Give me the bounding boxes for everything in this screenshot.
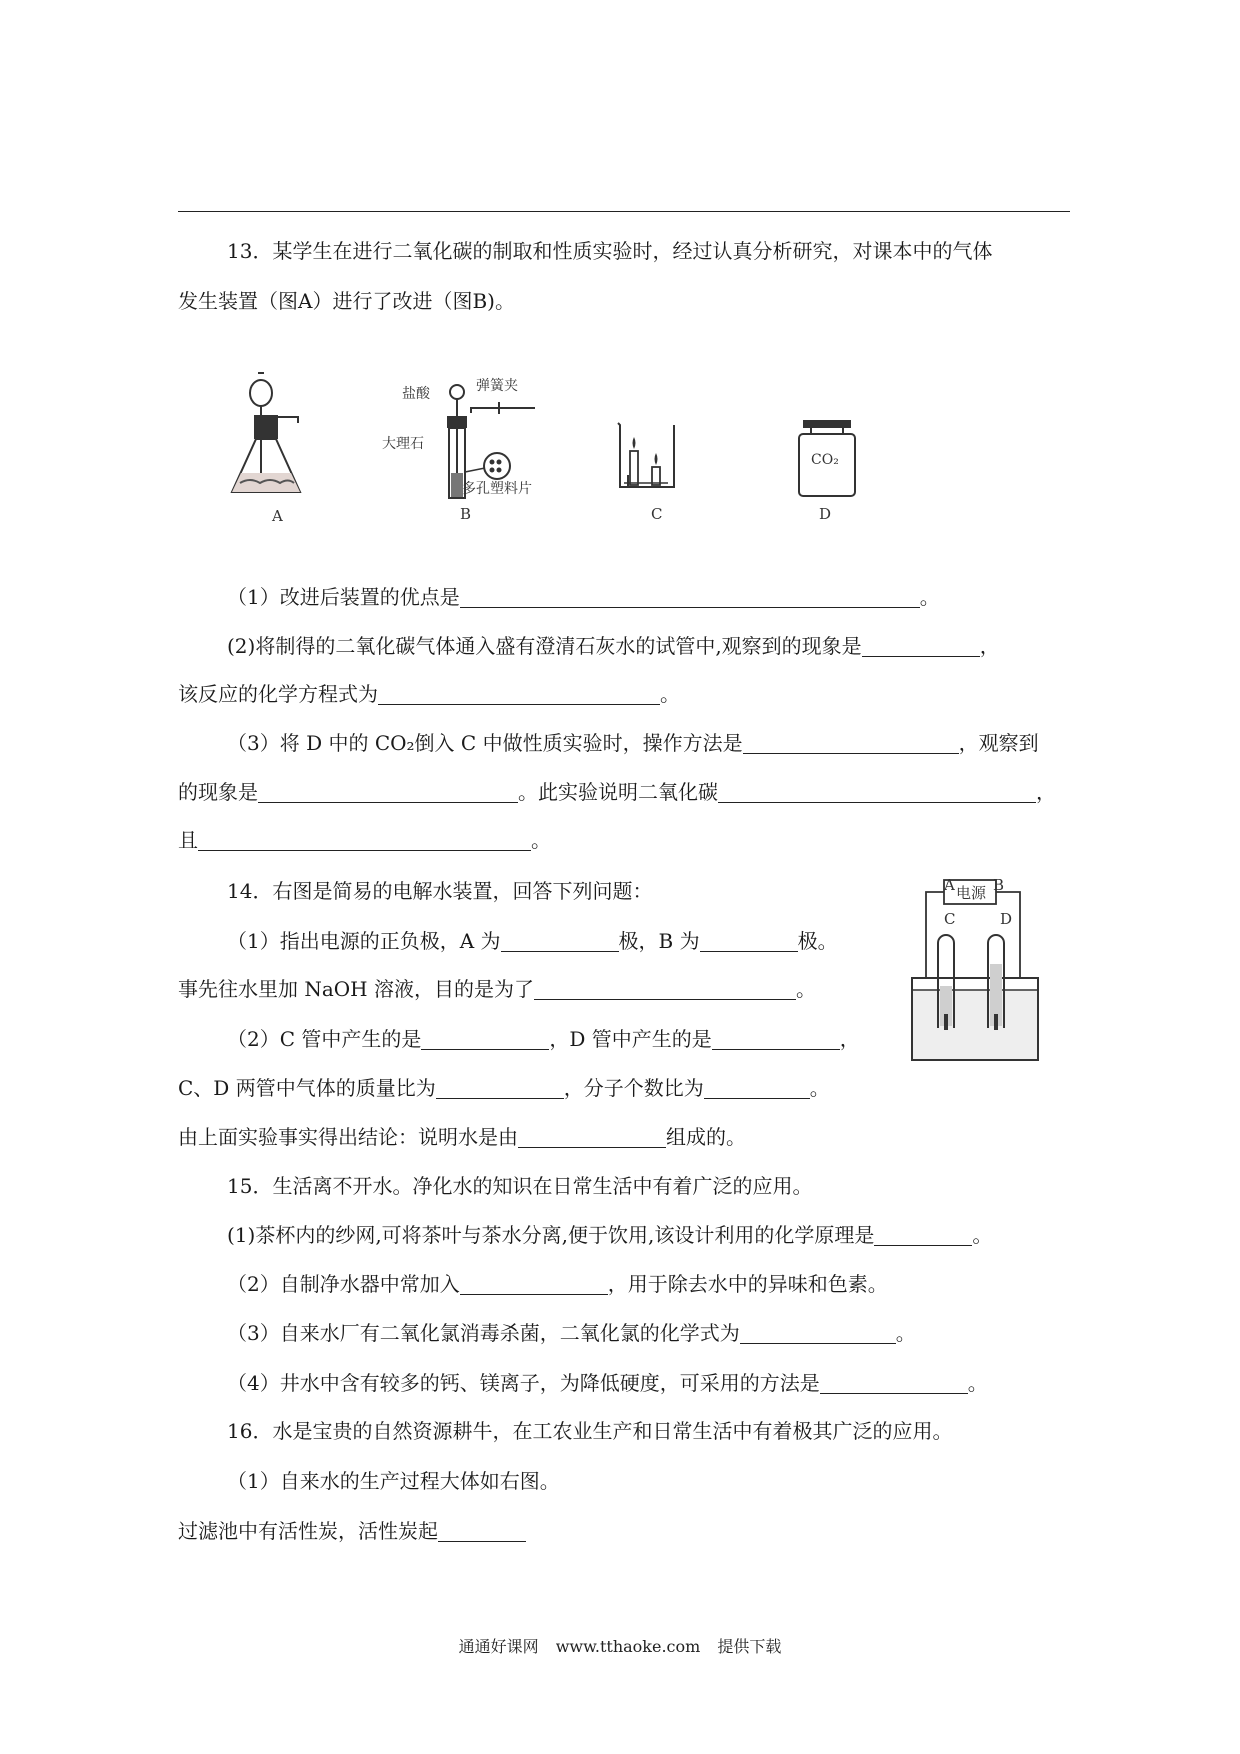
- footer-download-text: 提供下载: [717, 1637, 782, 1656]
- q16-part1: （1）自来水的生产过程大体如右图。: [227, 1469, 560, 1493]
- figure-c-label: C: [651, 505, 663, 523]
- q13-intro-line2: 发生装置（图A）进行了改进（图B)。: [178, 289, 515, 313]
- q15-part2: （2）自制净水器中常加入 ，用于除去水中的异味和色素。: [227, 1272, 888, 1296]
- q13-part2: (2)将制得的二氧化碳气体通入盛有澄清石灰水的试管中,观察到的现象是 ，: [227, 634, 1000, 658]
- q15-part4: （4）井水中含有较多的钙、镁离子，为降低硬度，可采用的方法是 。: [227, 1371, 988, 1395]
- electrolysis-b-label: B: [993, 876, 1005, 894]
- answer-blank[interactable]: [436, 1078, 564, 1099]
- figure-c-beaker-candles: [612, 415, 682, 490]
- q13-part1: （1）改进后装置的优点是 。: [227, 585, 940, 609]
- answer-blank[interactable]: [743, 733, 959, 754]
- figure-b-marble-label: 大理石: [382, 436, 424, 452]
- header-rule: [178, 211, 1070, 212]
- footer-site-name: 通通好课网: [458, 1637, 539, 1656]
- q15-part1: (1)茶杯内的纱网,可将茶叶与茶水分离,便于饮用,该设计利用的化学原理是 。: [227, 1223, 993, 1247]
- q13-part3-conclusion: 且 。: [178, 828, 551, 852]
- figure-b-acid-label: 盐酸: [402, 386, 430, 402]
- q16-part2: 过滤池中有活性炭，活性炭起: [178, 1516, 526, 1546]
- footer-url[interactable]: www.tthaoke.com: [555, 1637, 701, 1656]
- answer-blank[interactable]: [518, 1127, 666, 1148]
- answer-blank[interactable]: [712, 1029, 840, 1050]
- answer-blank[interactable]: [534, 979, 796, 1000]
- answer-blank[interactable]: [460, 587, 920, 608]
- answer-blank[interactable]: [421, 1029, 549, 1050]
- q13-part3: （3）将 D 中的 CO₂倒入 C 中做性质实验时，操作方法是 ，观察到: [227, 731, 1039, 755]
- electrolysis-a-label: A: [944, 876, 955, 894]
- answer-blank[interactable]: [501, 931, 619, 952]
- answer-blank[interactable]: [862, 636, 980, 657]
- q13-part2-equation: 该反应的化学方程式为 。: [178, 682, 680, 706]
- q14-part2-ratio: C、D 两管中气体的质量比为 ，分子个数比为 。: [178, 1076, 830, 1100]
- answer-blank[interactable]: [258, 782, 518, 803]
- figure-a-label: A: [272, 507, 283, 525]
- figure-b-label: B: [460, 505, 472, 523]
- answer-blank[interactable]: [820, 1373, 968, 1394]
- figure-b-plastic-label: 多孔塑料片: [462, 481, 532, 497]
- q14-part1: （1）指出电源的正负极，A 为 极，B 为 极。: [227, 929, 838, 953]
- page-footer: [0, 1634, 1240, 1657]
- q14-part2: （2）C 管中产生的是 ，D 管中产生的是 ，: [227, 1027, 860, 1051]
- electrolysis-c-label: C: [944, 910, 956, 928]
- q16-intro: 16．水是宝贵的自然资源耕牛，在工农业生产和日常生活中有着极其广泛的应用。: [227, 1419, 953, 1443]
- q15-intro: 15．生活离不开水。净化水的知识在日常生活中有着广泛的应用。: [227, 1174, 813, 1198]
- electrolysis-d-label: D: [1000, 910, 1013, 928]
- answer-blank[interactable]: [718, 782, 1036, 803]
- figure-d-label: D: [819, 505, 832, 523]
- q15-part3: （3）自来水厂有二氧化氯消毒杀菌，二氧化氯的化学式为 。: [227, 1321, 916, 1345]
- q14-intro: 14．右图是简易的电解水装置，回答下列问题：: [227, 879, 653, 903]
- answer-blank[interactable]: [198, 830, 531, 851]
- q13-intro-line1: 13．某学生在进行二氧化碳的制取和性质实验时，经过认真分析研究，对课本中的气体: [227, 239, 993, 263]
- answer-blank[interactable]: [874, 1225, 972, 1246]
- q14-part1-naoh: 事先往水里加 NaOH 溶液，目的是为了 。: [178, 977, 816, 1001]
- q14-conclusion: 由上面实验事实得出结论：说明水是由 组成的。: [178, 1125, 746, 1149]
- answer-blank[interactable]: [740, 1323, 896, 1344]
- electrolysis-power-label: 电源: [956, 884, 987, 902]
- figure-electrolysis-apparatus: [908, 878, 1043, 1064]
- answer-blank[interactable]: [378, 684, 660, 705]
- answer-blank[interactable]: [438, 1521, 526, 1542]
- q13-part3-observation: 的现象是 。此实验说明二氧化碳 ，: [178, 780, 1056, 804]
- figure-d-co2-label: CO₂: [811, 452, 839, 468]
- answer-blank[interactable]: [704, 1078, 810, 1099]
- answer-blank[interactable]: [460, 1274, 608, 1295]
- figure-b-clamp-label: 弹簧夹: [476, 378, 518, 394]
- answer-blank[interactable]: [700, 931, 798, 952]
- figure-a-flask: [230, 365, 310, 505]
